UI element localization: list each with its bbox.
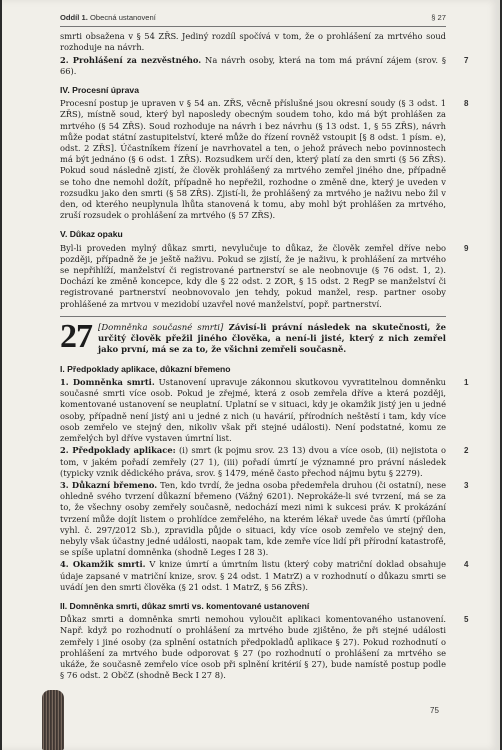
paragraph [60,31,446,53]
paragraph-body: Procesní postup je upraven v § 54 an. ZŘS, věcně příslušné jsou okresní soudy (§ 3 odst. 1 ZŘS), místně soud, který byl naposledy obecným soudem toho, kdo má být prohlášen za mrtvého (§ 54 ZŘS). Soud rozhoduje na návrh i bez návrhu (§ 13 odst. 1, § 55 ZŘS), návrh může podat státní zastupitelství, které může do řízení rovněž vstoupit [§ 8 odst. 1 písm. e), odst. 2 ZŘS]. Účastníkem řízení je navrhovatel a ten, o jehož právech nebo povinnostech má být jednáno (§ 6 odst. 1 ZŘS). Rozsudkem určí den, který platí za den smrti (§ 56 ZŘS). Pokud soud následně zjistí, že člověk prohlášený za mrtvého zemřel jiného dne, případně se toho dne nemohl dožít, případně ho nepřežil, rozhodne o změně dne, který je uveden v rozsudku jako den smrti (§ 58 ZŘS). Zjistí-li, že prohlášený za mrtvého je naživu nebo žil v den, od kterého neuplynula lhůta stanovená k tomu, aby mohl být prohlášen za mrtvého, zruší rozsudek o prohlášení za mrtvého (§ 57 ZŘS). [60,98,446,221]
paragraph-body: Ustanovení upravuje zákonnou skutkovou vyvratitelnou domněnku současné smrti více osob. Pokud je zřejmé, která z osob zemřela dříve a která později, komentované ustanovení se neuplatní. Uplatní se v situaci, kdy je okamžik jistý jen u jedné osoby, případně není jistý ani u jedné z nich (u havárií, přírodních neštěstí i tam, kdy více osob zemřelo ve stejný den, nikoliv však při stejné události). Není podstatné, komu ze zemřelých byl dříve vystaven úmrtní list. [60,377,447,444]
margin-number: 9 [464,243,469,253]
paragraph-lead: 2. Prohlášení za nezvěstného. [60,54,202,65]
bookmark-ribbon [42,690,64,750]
paragraph-body: Na návrh osoby, která na tom má právní zájem (srov. § 66). [60,54,446,76]
section-number: 27 [60,317,92,355]
paragraph-text [60,559,446,593]
text-body [60,31,469,681]
book-page [2,0,500,750]
running-header [60,12,446,27]
page-content [60,12,469,682]
paragraph [60,242,469,310]
paragraph-lead: 3. Důkazní břemeno. [60,479,158,490]
paragraph-text [60,243,446,310]
paragraph-lead: 4. Okamžik smrti. [60,559,146,570]
paragraph [60,377,469,444]
page-number: 75 [430,706,439,715]
paragraph-body: V knize úmrtí a úmrtním listu (který coby matriční doklad obsahuje údaje zapsané v matriční knize, srov. § 24 odst. 1 MatrZ) a v rozhodnutí o důkazu smrti se uvádí jen den smrti člověka (§ 21 odst. 1 MatrZ, § 56 ZŘS). [60,559,446,592]
paragraph [60,445,469,479]
header-chapter-number: Oddíl 1. [60,13,88,22]
paragraph-text [60,98,446,221]
margin-number: 2 [464,446,469,456]
margin-number: 8 [464,99,469,109]
margin-number: 7 [464,55,469,65]
paragraph-text [60,31,446,53]
margin-number: 4 [464,560,469,570]
paragraph [60,54,469,77]
paragraph-body: (i) smrt (k pojmu srov. 23 13) dvou a více osob, (ii) nejistota o tom, v jakém pořadí zemřely (27 1), (iii) pořadí úmrtí je významné pro právní následek (typicky vznik dědického práva, srov. § 1479, méně často přechod nájmu bytu § 2279). [60,445,446,478]
header-chapter-title: Obecná ustanovení [89,13,156,22]
paragraph-lead: 2. Předpoklady aplikace: [60,445,176,456]
paragraph-text [60,445,446,479]
paragraph-body: Ten, kdo tvrdí, že jedna osoba předemřela druhou (či ostatní), nese ohledně svého tvrzení důkazní břemeno (Vážný 6201). Neprokáže-li své tvrzení, má se za to, že všechny osoby zemřely současně, nedochází mezi nimi k sukcesi práv. K prokázání tvrzení může dojít listem o prohlídce zemřelého, na kterém lékař uvede čas úmrtí (příloha vyhl. č. 297/2012 Sb.), zpravidla půjde o situaci, kdy více osob zemřelo ve stejný den, nebyly však účastny jedné události, naopak tam, kde zemře více lidí při přírodní katastrofě, se spíše uplatní domněnka (shodně Leges I 28 3). [60,479,446,558]
paragraph [60,559,469,593]
section-27-heading [60,317,446,356]
paragraph-lead: 1. Domněnka smrti. [60,377,155,388]
section-heading: I. Předpoklady aplikace, důkazní břemeno [60,363,231,374]
paragraph [60,479,469,558]
section-title-label: [Domněnka současné smrti] [98,322,224,333]
section-heading: IV. Procesní úprava [60,85,139,96]
section-title-text: Závisí-li právní následek na skutečnosti, že určitý člověk přežil jiného člověka, a není-li jisté, který z nich zemřel jako první, má se za to, že všichni zemřeli současně. [98,322,446,355]
paragraph-text [60,55,446,77]
header-chapter [60,12,156,23]
paragraph-text [60,480,446,558]
paragraph [60,98,469,221]
paragraph [60,614,469,681]
section-heading: V. Důkaz opaku [60,229,123,240]
paragraph-body: smrti obsažena v § 54 ZŘS. Jediný rozdíl spočívá v tom, že o prohlášení za mrtvého soud rozhoduje na návrh. [60,31,446,53]
paragraph-text [60,377,446,444]
header-section: § 27 [431,13,446,22]
section-title [98,323,446,356]
margin-number: 5 [464,615,469,625]
margin-number: 3 [464,480,469,490]
section-divider [60,316,446,317]
paragraph-text [60,614,446,681]
paragraph-body: Důkaz smrti a domněnka smrti nemohou vyloučit aplikaci komentovaného ustanovení. Např. když po rozhodnutí o prohlášení za mrtvého bude zjištěno, že při stejné události zemřely i jiné osoby (za splnění ostatních předpokladů aplikace § 27). Pokud rozhodnutí o prohlášení za mrtvého bude odporovat § 27 (po rozhodnutí o prohlášení za mrtvého se ukáže, že současně zemřelo více osob při splnění kritérií § 27), bude namístě postup podle § 76 odst. 2 ObčZ (shodně Beck I 27 8). [60,614,446,681]
section-heading: II. Domněnka smrti, důkaz smrti vs. komentované ustanovení [60,600,310,611]
margin-number: 1 [464,378,469,388]
paragraph-body: Byl-li proveden mylný důkaz smrti, nevylučuje to důkaz, že člověk zemřel dříve nebo později, případně že je ještě naživu. Pokud se zjistí, že je naživu, k prohlášení za mrtvého se nepřihlíží, manželství či registrované partnerství se ale neobnovuje (§ 76 odst. 1, 2). Dochází ke změně koncepce, kdy dle § 22 odst. 2 ZOR, § 15 odst. 2 RegP se manželství či registrované partnerství neobnovovalo jen tehdy, pokud manžel, resp. partner osoby prohlášené za mrtvou v mezidobí uzavřel nové manželství, popř. partnerství. [60,242,446,309]
